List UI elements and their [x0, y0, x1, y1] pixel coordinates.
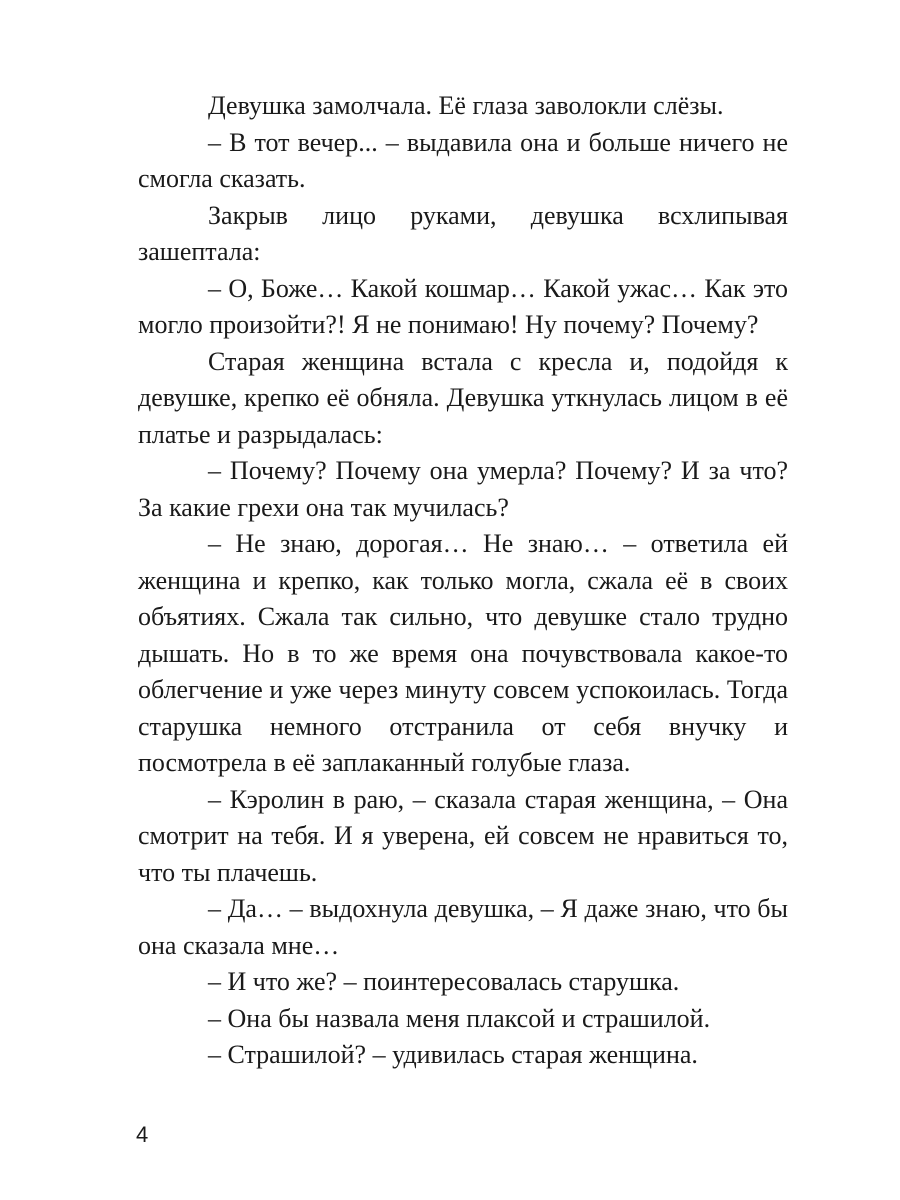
paragraph: – О, Боже… Какой кошмар… Какой ужас… Как это могло произойти?! Я не понимаю! Ну почему? Почему?	[138, 273, 788, 339]
paragraph: – Она бы назвала меня плаксой и страшилой.	[208, 1003, 711, 1033]
paragraph: – Кэролин в раю, – сказала старая женщина, – Она смотрит на тебя. И я уверена, ей совсем не нравиться то, что ты плачешь.	[138, 784, 788, 887]
paragraph: – И что же? – поинтересовалась старушка.	[208, 967, 680, 996]
paragraph: – Не знаю, дорогая… Не знаю… – ответила ей женщина и крепко, как только могла, сжала её в своих объятиях. Сжала так сильно, что девушке стало трудно дышать. Но в то же время она почувствовала какое-то облегчение и уже через минуту совсем успокоилась. Тогда старушка немного отстранила от себя внучку и посмотрела в её заплаканный голубые глаза.	[138, 529, 788, 777]
paragraph: Закрыв лицо руками, девушка всхлипывая зашептала:	[138, 200, 788, 266]
paragraph: – Да… – выдохнула девушка, – Я даже знаю, что бы она сказала мне…	[138, 894, 788, 960]
paragraph: Девушка замолчала. Её глаза заволокли слёзы.	[208, 91, 724, 120]
paragraph: Старая женщина встала с кресла и, подойдя к девушке, крепко её обняла. Девушка уткнулась лицом в её платье и разрыдалась:	[138, 346, 788, 449]
paragraph: – В тот вечер... – выдавила она и больше ничего не смогла сказать.	[138, 127, 788, 193]
paragraph: – Страшилой? – удивилась старая женщина.	[208, 1040, 698, 1069]
page-number: 4	[136, 1122, 149, 1147]
paragraph: – Почему? Почему она умерла? Почему? И за что? За какие грехи она так мучилась?	[138, 456, 788, 522]
body-text	[138, 88, 788, 1074]
